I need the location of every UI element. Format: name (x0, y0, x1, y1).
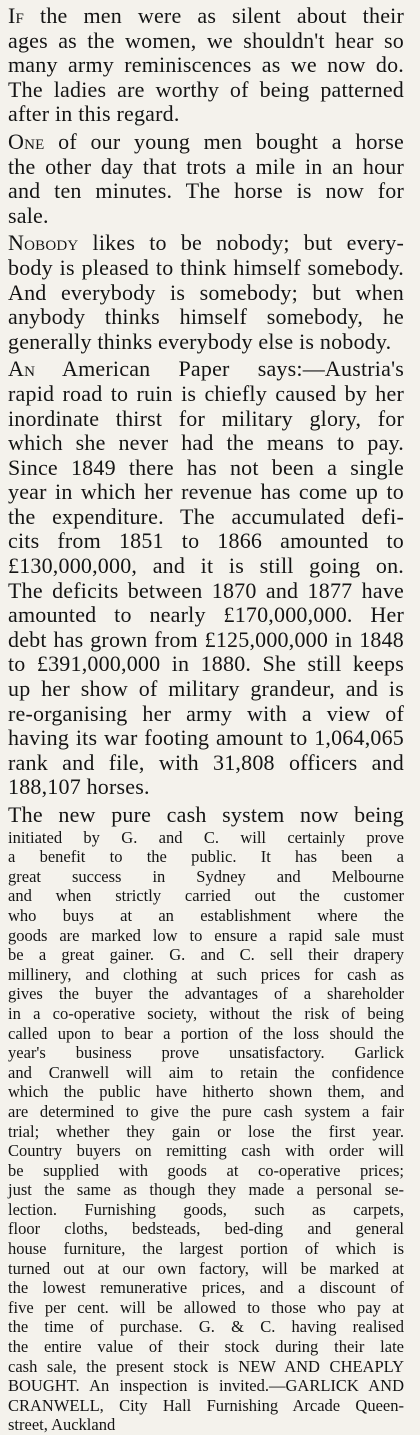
text-line: which she never had the means to pay. (8, 430, 404, 456)
text-line: the entire value of their stock during their late (8, 1337, 404, 1357)
text-line: called upon to bear a portion of the loss should the (8, 1023, 404, 1043)
text-line: cits from 1851 to 1866 amounted to (8, 528, 404, 554)
text-line: And everybody is somebody; but when (8, 279, 404, 305)
text-line: BOUGHT. An inspection is invited.—GARLICK AND (8, 1376, 404, 1396)
advert-body (8, 828, 404, 1435)
text-line: which the public have hitherto shown them, and (8, 1082, 404, 1102)
text-line: many army reminiscences as we now do. (8, 52, 404, 78)
text-line: and Cranwell will aim to retain the confidence (8, 1062, 404, 1082)
text-line: who buys at an establishment where the (8, 905, 404, 925)
text-line: to £391,000,000 in 1880. She still keeps (8, 651, 404, 677)
text-line: Since 1849 there has not been a single (8, 454, 404, 480)
text-line: house furniture, the largest portion of which is (8, 1239, 404, 1259)
text-line: a benefit to the public. It has been a (8, 847, 404, 867)
text-line: rank and file, with 31,808 officers and (8, 749, 404, 775)
text-line: and when strictly carried out the customer (8, 886, 404, 906)
text-line: turned out at our own factory, will be marked at (8, 1258, 404, 1278)
text-line: ages as the women, we shouldn't hear so (8, 27, 404, 53)
text-line: the other day that trots a mile in an hour (8, 153, 404, 179)
lead-word: Nobody (8, 230, 79, 256)
text-line: sale. (8, 202, 49, 228)
text-line: Country buyers on remitting cash with order will (8, 1141, 404, 1161)
text-line: be supplied with goods at co-operative prices; (8, 1160, 404, 1180)
text-line: cash sale, the present stock is NEW AND CHEAPLY (8, 1356, 404, 1376)
lead-word: An (8, 356, 36, 382)
text-line: having its war footing amount to 1,064,065 (8, 725, 404, 751)
text-line: initiated by G. and C. will certainly prove (8, 827, 404, 847)
text-line: are determined to give the pure cash system a fair (8, 1101, 404, 1121)
text-line: lection. Furnishing goods, such as carpets, (8, 1199, 404, 1219)
paragraph-nobody: Nobody likes to be nobody; but every- body is pleased to think himself somebody. And everybody is somebody; but when anybody thinks himself somebody, he generally thinks everybody else is nobody. (8, 230, 404, 354)
lead-word: One (8, 128, 45, 154)
text-line: The deficits between 1870 and 1877 have (8, 577, 404, 603)
text-line: trial; whether they gain or lose the first year. (8, 1121, 404, 1141)
text-line: after in this regard. (8, 101, 180, 127)
text-line: body is pleased to think himself somebody. (8, 254, 404, 280)
text-line: re-organising her army with a view of (8, 700, 404, 726)
text-line: be a great gainer. G. and C. sell their drapery (8, 945, 404, 965)
text-line: amounted to nearly £170,000,000. Her (8, 602, 404, 628)
text-line: 188,107 horses. (8, 774, 150, 800)
lead-word: If (8, 3, 25, 28)
text-line: the lowest remunerative prices, and a discount of (8, 1278, 404, 1298)
text-line: The new pure cash system now being (8, 802, 404, 827)
advert-lead (8, 803, 404, 828)
text-line: millinery, and clothing at such prices for cash as (8, 964, 404, 984)
text-line: great success in Sydney and Melbourne (8, 866, 404, 886)
text-line: inordinate thirst for military glory, for (8, 405, 404, 431)
paragraph-ages: If the men were as silent about their ages as the women, we shouldn't hear so many army reminiscences as we now do. The ladies are worthy of being patterned after in this regard. (8, 3, 404, 127)
text-line: the expenditure. The accumulated defi- (8, 503, 404, 529)
text-line: rapid road to ruin is chiefly caused by her (8, 380, 404, 406)
text-line: debt has grown from £125,000,000 in 1848 (8, 626, 404, 652)
text-line: generally thinks everybody else is nobody. (8, 328, 392, 354)
text-line: up her show of military grandeur, and is (8, 676, 404, 702)
text-line: anybody thinks himself somebody, he (8, 304, 404, 330)
text-line: the time of purchase. G. & C. having realised (8, 1317, 404, 1337)
text-line: five per cent. will be allowed to those who pay at (8, 1297, 404, 1317)
text-line: street, Auckland (8, 1415, 116, 1435)
text-line: £130,000,000, and it is still going on. (8, 553, 404, 579)
text-line: gives the buyer the advantages of a shareholder (8, 984, 404, 1004)
text-line: year's business prove unsatisfactory. Garlick (8, 1043, 404, 1063)
text-line: floor cloths, bedsteads, bed-ding and general (8, 1219, 404, 1239)
paragraph-austria: An American Paper says:—Austria's rapid road to ruin is chiefly caused by her inordinate thirst for military glory, for which she never had the means to pay. Since 1849 there has not been a single year in which her revenue has come up to the expenditure. The accumulated defi- cits from 1851 to 1866 amounted to £130,000,000, and it is still going on. The deficits between 1870 and 1877 have amounted to nearly £170,000,000. Her debt has grown from £125,000,000 in 1848 to £391,000,000 in 1880. She still keeps up her show of military grandeur, and is re-organising her army with a view of having its war footing amount to 1,064,065 rank and file, with 31,808 officers and 188,107 horses. (8, 356, 404, 800)
text-line: CRANWELL, City Hall Furnishing Arcade Queen- (8, 1395, 404, 1415)
text-line: year in which her revenue has come up to (8, 479, 404, 505)
text-line: and ten minutes. The horse is now for (8, 178, 404, 204)
text-line: The ladies are worthy of being patterned (8, 76, 404, 102)
paragraph-horse: One of our young men bought a horse the other day that trots a mile in an hour and ten minutes. The horse is now for sale. (8, 128, 404, 228)
text-line: goods are marked low to ensure a rapid sale must (8, 925, 404, 945)
text-line: in a co-operative society, without the risk of being (8, 1003, 404, 1023)
text-line: just the same as though they made a personal se- (8, 1180, 404, 1200)
